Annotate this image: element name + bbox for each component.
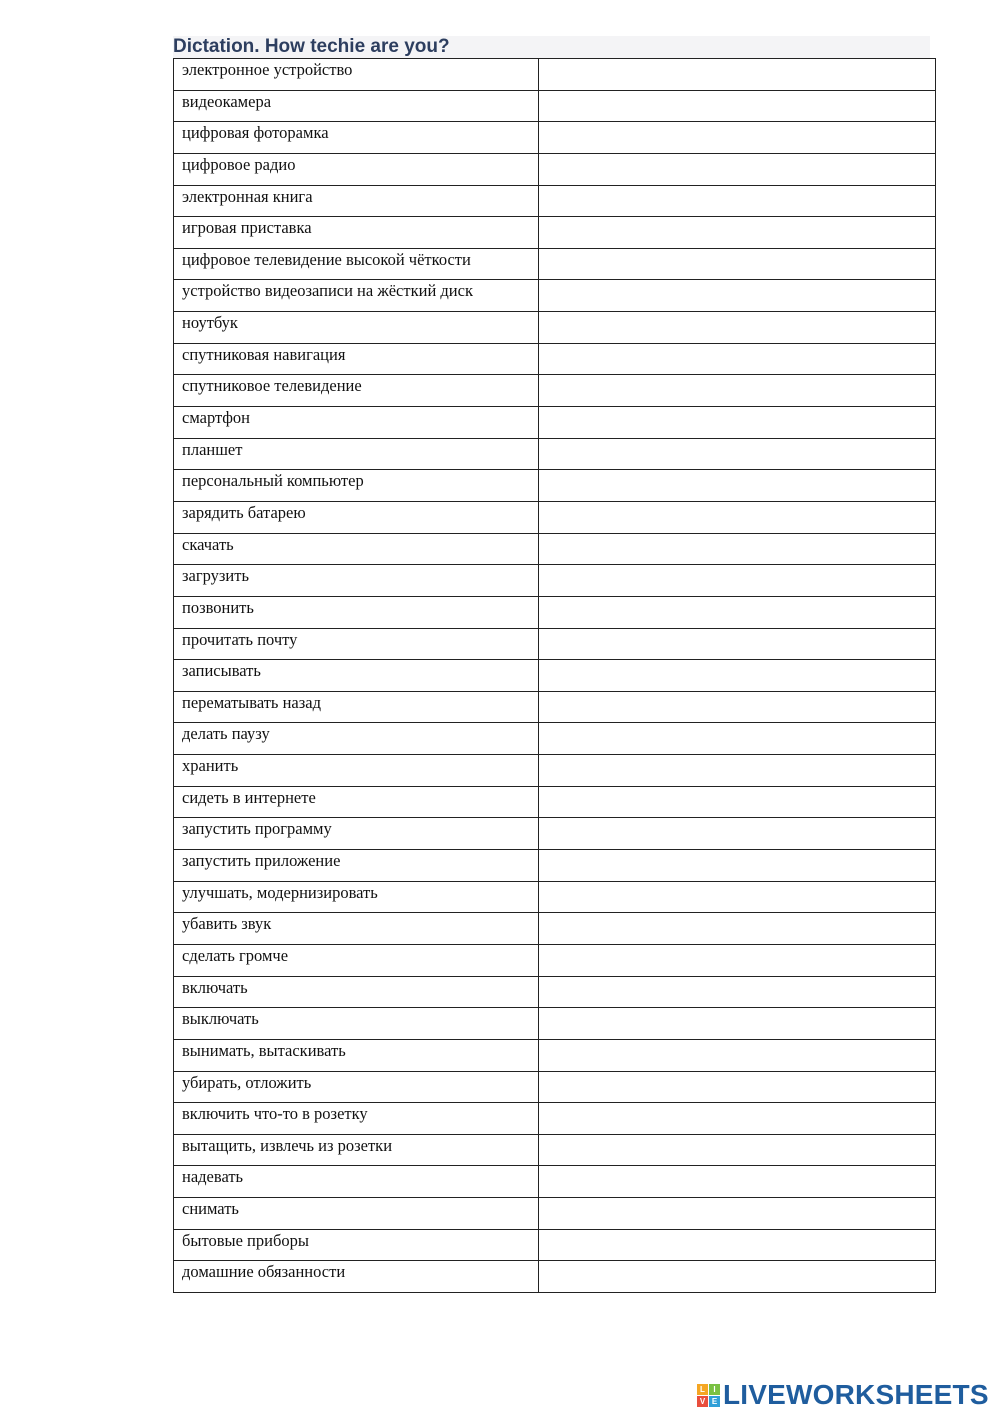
table-row — [174, 913, 936, 945]
answer-input[interactable] — [539, 407, 935, 438]
table-row — [174, 122, 936, 154]
russian-term-cell: бытовые приборы — [174, 1229, 539, 1261]
answer-cell — [539, 1134, 936, 1166]
russian-term-cell: запустить программу — [174, 818, 539, 850]
answer-input[interactable] — [539, 882, 935, 913]
answer-input[interactable] — [539, 1072, 935, 1103]
russian-term-cell: цифровая фоторамка — [174, 122, 539, 154]
russian-term-cell: сидеть в интернете — [174, 786, 539, 818]
table-row — [174, 881, 936, 913]
answer-cell — [539, 1039, 936, 1071]
russian-term-cell: электронное устройство — [174, 59, 539, 91]
answer-input[interactable] — [539, 1040, 935, 1071]
answer-cell — [539, 786, 936, 818]
russian-term-cell: сделать громче — [174, 944, 539, 976]
answer-input[interactable] — [539, 1198, 935, 1229]
answer-cell — [539, 90, 936, 122]
table-row — [174, 1198, 936, 1230]
answer-input[interactable] — [539, 692, 935, 723]
table-row — [174, 565, 936, 597]
table-row — [174, 850, 936, 882]
table-row — [174, 976, 936, 1008]
table-row — [174, 818, 936, 850]
answer-input[interactable] — [539, 249, 935, 280]
answer-input[interactable] — [539, 565, 935, 596]
russian-term-cell: электронная книга — [174, 185, 539, 217]
russian-term-cell: запустить приложение — [174, 850, 539, 882]
russian-term-cell: скачать — [174, 533, 539, 565]
russian-term-cell: прочитать почту — [174, 628, 539, 660]
answer-cell — [539, 660, 936, 692]
answer-input[interactable] — [539, 913, 935, 944]
answer-cell — [539, 755, 936, 787]
logo-square: I — [709, 1384, 720, 1395]
dictation-table — [173, 58, 936, 1293]
answer-input[interactable] — [539, 1103, 935, 1134]
answer-cell — [539, 533, 936, 565]
answer-cell — [539, 438, 936, 470]
dictation-table-body — [174, 59, 936, 1293]
answer-input[interactable] — [539, 91, 935, 122]
table-row — [174, 691, 936, 723]
russian-term-cell: снимать — [174, 1198, 539, 1230]
table-row — [174, 470, 936, 502]
table-row — [174, 1229, 936, 1261]
table-row — [174, 1261, 936, 1293]
table-row — [174, 438, 936, 470]
answer-input[interactable] — [539, 1135, 935, 1166]
table-row — [174, 786, 936, 818]
answer-input[interactable] — [539, 945, 935, 976]
answer-cell — [539, 1198, 936, 1230]
table-row — [174, 153, 936, 185]
logo-square: E — [709, 1396, 720, 1407]
answer-cell — [539, 501, 936, 533]
table-row — [174, 1008, 936, 1040]
answer-input[interactable] — [539, 470, 935, 501]
answer-input[interactable] — [539, 375, 935, 406]
russian-term-cell: позвонить — [174, 596, 539, 628]
table-row — [174, 660, 936, 692]
answer-cell — [539, 881, 936, 913]
answer-input[interactable] — [539, 755, 935, 786]
answer-cell — [539, 217, 936, 249]
table-row — [174, 248, 936, 280]
answer-input[interactable] — [539, 850, 935, 881]
answer-cell — [539, 153, 936, 185]
table-row — [174, 501, 936, 533]
answer-input[interactable] — [539, 660, 935, 691]
answer-cell — [539, 565, 936, 597]
table-row — [174, 375, 936, 407]
table-row — [174, 1166, 936, 1198]
answer-cell — [539, 628, 936, 660]
liveworksheets-brand-text: LIVEWORKSHEETS — [723, 1379, 989, 1410]
table-row — [174, 533, 936, 565]
table-row — [174, 628, 936, 660]
answer-input[interactable] — [539, 217, 935, 248]
answer-cell — [539, 1166, 936, 1198]
table-row — [174, 755, 936, 787]
answer-input[interactable] — [539, 344, 935, 375]
answer-cell — [539, 1229, 936, 1261]
russian-term-cell: спутниковое телевидение — [174, 375, 539, 407]
answer-input[interactable] — [539, 1166, 935, 1197]
table-row — [174, 59, 936, 91]
answer-cell — [539, 470, 936, 502]
answer-cell — [539, 596, 936, 628]
table-row — [174, 596, 936, 628]
logo-square: V — [697, 1396, 708, 1407]
answer-cell — [539, 1261, 936, 1293]
answer-input[interactable] — [539, 312, 935, 343]
russian-term-cell: перематывать назад — [174, 691, 539, 723]
table-row — [174, 723, 936, 755]
answer-input[interactable] — [539, 186, 935, 217]
answer-input[interactable] — [539, 818, 935, 849]
answer-cell — [539, 1008, 936, 1040]
answer-input[interactable] — [539, 787, 935, 818]
answer-input[interactable] — [539, 1230, 935, 1261]
russian-term-cell: спутниковая навигация — [174, 343, 539, 375]
russian-term-cell: планшет — [174, 438, 539, 470]
answer-input[interactable] — [539, 597, 935, 628]
answer-cell — [539, 691, 936, 723]
russian-term-cell: зарядить батарею — [174, 501, 539, 533]
answer-cell — [539, 976, 936, 1008]
russian-term-cell: убирать, отложить — [174, 1071, 539, 1103]
liveworksheets-logo-icon — [697, 1384, 720, 1407]
table-row — [174, 944, 936, 976]
answer-input[interactable] — [539, 122, 935, 153]
answer-input[interactable] — [539, 439, 935, 470]
russian-term-cell: хранить — [174, 755, 539, 787]
russian-term-cell: персональный компьютер — [174, 470, 539, 502]
table-row — [174, 217, 936, 249]
answer-cell — [539, 248, 936, 280]
russian-term-cell: улучшать, модернизировать — [174, 881, 539, 913]
table-row — [174, 1071, 936, 1103]
answer-input[interactable] — [539, 1261, 935, 1292]
answer-input[interactable] — [539, 154, 935, 185]
russian-term-cell: устройство видеозаписи на жёсткий диск — [174, 280, 539, 312]
russian-term-cell: выключать — [174, 1008, 539, 1040]
table-row — [174, 312, 936, 344]
russian-term-cell: ноутбук — [174, 312, 539, 344]
answer-cell — [539, 59, 936, 91]
answer-input[interactable] — [539, 502, 935, 533]
answer-cell — [539, 913, 936, 945]
answer-cell — [539, 850, 936, 882]
russian-term-cell: делать паузу — [174, 723, 539, 755]
answer-cell — [539, 407, 936, 439]
russian-term-cell: загрузить — [174, 565, 539, 597]
answer-cell — [539, 1103, 936, 1135]
russian-term-cell: надевать — [174, 1166, 539, 1198]
russian-term-cell: включать — [174, 976, 539, 1008]
answer-input[interactable] — [539, 1008, 935, 1039]
answer-input[interactable] — [539, 534, 935, 565]
russian-term-cell: вытащить, извлечь из розетки — [174, 1134, 539, 1166]
table-row — [174, 407, 936, 439]
russian-term-cell: цифровое радио — [174, 153, 539, 185]
table-row — [174, 343, 936, 375]
russian-term-cell: записывать — [174, 660, 539, 692]
russian-term-cell: видеокамера — [174, 90, 539, 122]
logo-square: L — [697, 1384, 708, 1395]
answer-input[interactable] — [539, 629, 935, 660]
page-title: Dictation. How techie are you? — [173, 36, 450, 57]
answer-input[interactable] — [539, 280, 935, 311]
russian-term-cell: смартфон — [174, 407, 539, 439]
table-row — [174, 185, 936, 217]
answer-cell — [539, 375, 936, 407]
table-row — [174, 1134, 936, 1166]
russian-term-cell: убавить звук — [174, 913, 539, 945]
answer-cell — [539, 944, 936, 976]
russian-term-cell: игровая приставка — [174, 217, 539, 249]
answer-input[interactable] — [539, 59, 935, 90]
answer-cell — [539, 343, 936, 375]
answer-input[interactable] — [539, 723, 935, 754]
russian-term-cell: домашние обязанности — [174, 1261, 539, 1293]
russian-term-cell: вынимать, вытаскивать — [174, 1039, 539, 1071]
answer-cell — [539, 185, 936, 217]
answer-cell — [539, 1071, 936, 1103]
answer-cell — [539, 280, 936, 312]
answer-cell — [539, 723, 936, 755]
liveworksheets-logo[interactable] — [697, 1378, 989, 1412]
russian-term-cell: включить что-то в розетку — [174, 1103, 539, 1135]
table-row — [174, 1103, 936, 1135]
answer-cell — [539, 312, 936, 344]
table-row — [174, 280, 936, 312]
table-row — [174, 1039, 936, 1071]
table-row — [174, 90, 936, 122]
answer-cell — [539, 122, 936, 154]
answer-cell — [539, 818, 936, 850]
answer-input[interactable] — [539, 977, 935, 1008]
russian-term-cell: цифровое телевидение высокой чёткости — [174, 248, 539, 280]
